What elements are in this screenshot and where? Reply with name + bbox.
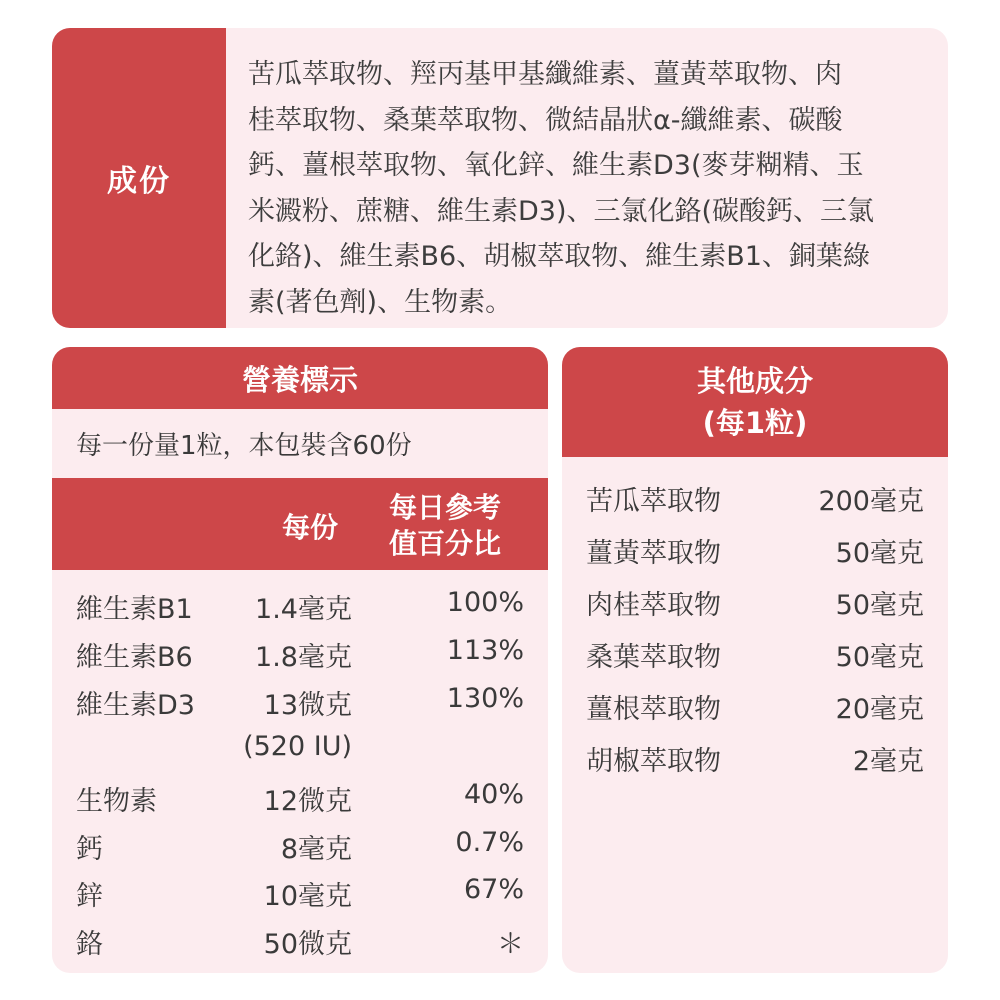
nutrient-amount: 1.8毫克	[255, 642, 352, 673]
nutrition-row-calcium	[52, 827, 548, 873]
nutrition-column-header	[52, 478, 548, 570]
other-ingredients-header	[562, 347, 948, 457]
nutrient-amount-iu: (520 IU)	[243, 731, 352, 762]
ingredients-line: 米澱粉、蔗糖、維生素D3)、三氯化鉻(碳酸鈣、三氯	[248, 195, 875, 227]
nutrient-name: 維生素D3	[76, 690, 195, 721]
ingredients-line: 鈣、薑根萃取物、氧化鋅、維生素D3(麥芽糊精、玉	[248, 150, 864, 181]
nutrient-daily-value: 130%	[446, 683, 524, 714]
other-row	[562, 635, 948, 681]
nutrient-amount: 12微克	[263, 786, 352, 817]
other-row	[562, 739, 948, 785]
ingredients-label-panel	[52, 28, 226, 328]
per-serving-header: 每份	[282, 511, 339, 544]
nutrient-daily-value: ＊	[497, 929, 524, 960]
other-ingredient-amount: 50毫克	[835, 642, 924, 673]
nutrient-name: 鈣	[76, 834, 103, 865]
nutrient-name: 維生素B1	[76, 594, 193, 625]
nutrient-daily-value: 40%	[463, 779, 524, 810]
other-ingredient-name: 肉桂萃取物	[586, 590, 721, 621]
nutrition-card	[52, 347, 548, 973]
nutrition-row-d3-iu	[52, 731, 548, 777]
other-ingredients-subtitle: (每1粒)	[702, 406, 808, 440]
ingredients-line: 化鉻)、維生素B6、胡椒萃取物、維生素B1、銅葉綠	[248, 241, 870, 272]
nutrient-amount: 50微克	[263, 929, 352, 960]
other-row	[562, 479, 948, 525]
daily-value-header	[389, 490, 501, 562]
nutrient-name: 鋅	[76, 881, 103, 912]
daily-value-header-line: 值百分比	[389, 527, 502, 560]
other-ingredients-title: 其他成分	[696, 364, 813, 398]
nutrient-name: 生物素	[76, 786, 157, 817]
other-ingredient-amount: 50毫克	[835, 590, 924, 621]
nutrient-amount: 1.4毫克	[255, 594, 352, 625]
nutrition-title: 營養標示	[241, 362, 358, 397]
other-ingredient-amount: 200毫克	[818, 486, 924, 517]
ingredients-line: 素(著色劑)、生物素。	[248, 286, 513, 318]
nutrition-row-chromium	[52, 922, 548, 968]
other-row	[562, 583, 948, 629]
other-ingredient-amount: 2毫克	[852, 746, 924, 777]
other-ingredient-name: 苦瓜萃取物	[586, 486, 721, 517]
nutrient-name: 維生素B6	[76, 642, 193, 673]
ingredients-card	[52, 28, 948, 328]
nutrient-daily-value: 67%	[463, 874, 524, 905]
nutrition-row-b6	[52, 635, 548, 681]
nutrition-row-b1	[52, 587, 548, 633]
nutrient-name: 鉻	[76, 929, 103, 960]
ingredients-line: 苦瓜萃取物、羥丙基甲基纖維素、薑黃萃取物、肉	[248, 59, 842, 90]
daily-value-header-line: 每日參考	[389, 491, 502, 524]
other-ingredient-amount: 20毫克	[835, 694, 924, 725]
nutrient-daily-value: 113%	[446, 635, 524, 666]
other-ingredient-name: 胡椒萃取物	[586, 746, 721, 777]
nutrient-daily-value: 100%	[446, 587, 524, 618]
nutrient-amount: 8毫克	[280, 834, 352, 865]
ingredients-text	[248, 52, 928, 325]
nutrient-amount: 13微克	[263, 690, 352, 721]
ingredients-label: 成份	[107, 164, 171, 199]
other-row	[562, 531, 948, 577]
other-ingredients-card	[562, 347, 948, 973]
nutrition-row-zinc	[52, 874, 548, 920]
nutrient-amount: 10毫克	[263, 881, 352, 912]
other-ingredient-name: 薑黃萃取物	[586, 538, 721, 569]
other-row	[562, 687, 948, 733]
nutrition-row-d3	[52, 683, 548, 729]
ingredients-line: 桂萃取物、桑葉萃取物、微結晶狀α-纖維素、碳酸	[248, 104, 843, 136]
other-ingredient-name: 薑根萃取物	[586, 694, 721, 725]
serving-info: 每一份量1粒，本包裝含60份	[76, 431, 412, 461]
nutrient-daily-value: 0.7%	[455, 827, 524, 858]
nutrition-row-biotin	[52, 779, 548, 825]
other-ingredient-name: 桑葉萃取物	[586, 642, 721, 673]
nutrition-header	[52, 347, 548, 409]
other-ingredient-amount: 50毫克	[835, 538, 924, 569]
